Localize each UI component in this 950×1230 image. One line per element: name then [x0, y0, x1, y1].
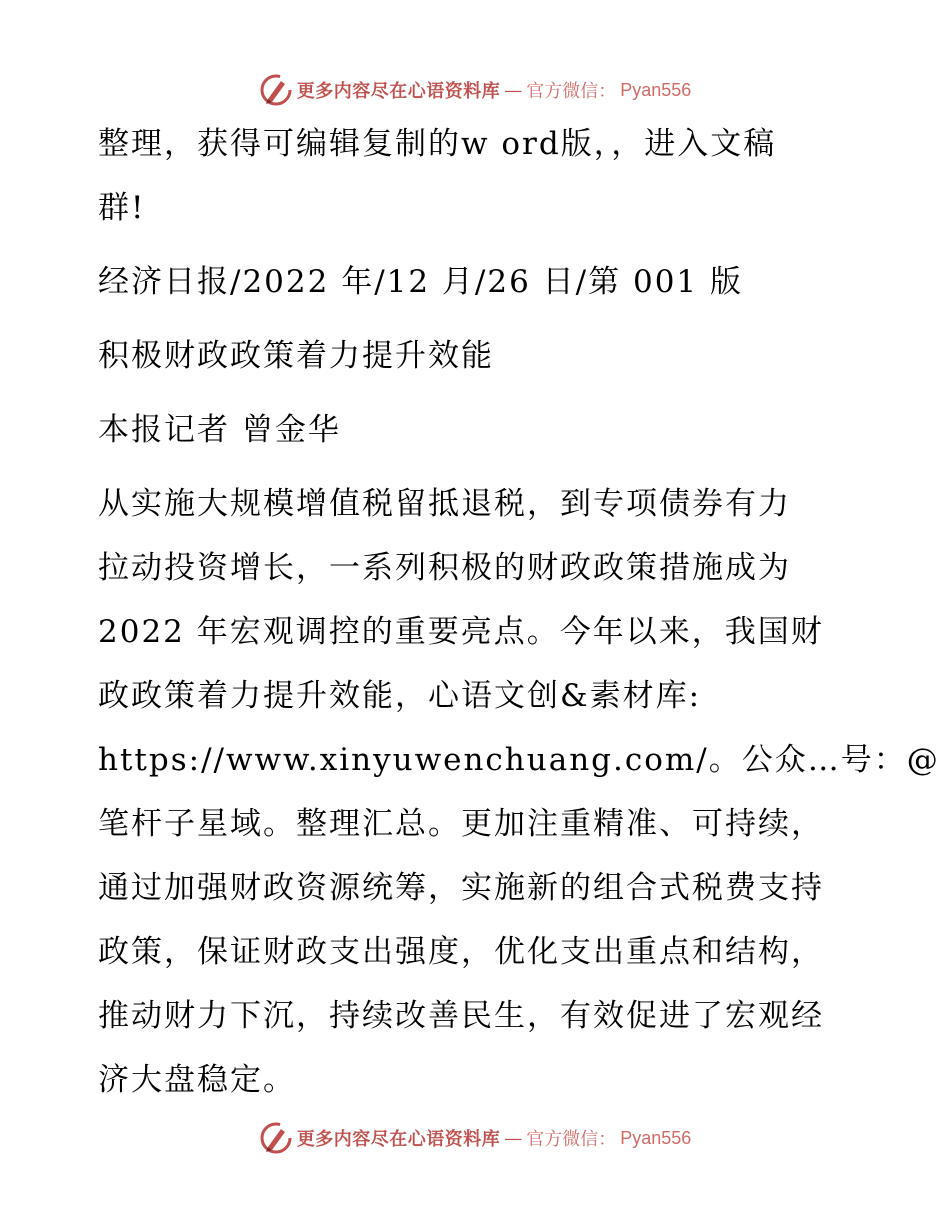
body-line: 通过加强财政资源统筹，实施新的组合式税费支持 — [98, 870, 824, 906]
body-line: 政策，保证财政支出强度，优化支出重点和结构， — [98, 934, 824, 970]
body-line: 济大盘稳定。 — [98, 1062, 296, 1098]
body-line: 笔杆子星域。整理汇总。更加注重精准、可持续， — [98, 806, 824, 842]
header-banner — [259, 73, 692, 107]
body-line: 政政策着力提升效能，心语文创&素材库: — [98, 678, 702, 714]
byline-text: 本报记者 曾金华 — [98, 412, 341, 448]
headline-text: 积极财政政策着力提升效能 — [98, 338, 494, 374]
footer-contact-label: 官方微信： — [526, 1129, 617, 1150]
body-paragraph — [98, 472, 940, 1112]
body-line: 拉动投资增长，一系列积极的财政政策措施成为 — [98, 550, 791, 586]
source-line — [98, 250, 858, 314]
footer-banner-dash: — — [504, 1127, 523, 1149]
intro-line: 整理，获得可编辑复制的w ord版，，进入文稿 — [98, 126, 777, 162]
footer-banner — [259, 1121, 692, 1155]
intro-paragraph — [98, 112, 858, 240]
intro-line: 群! — [98, 190, 146, 226]
body-line: 推动财力下沉，持续改善民生，有效促进了宏观经 — [98, 998, 824, 1034]
document-body — [98, 112, 940, 1122]
page-footer — [0, 1118, 950, 1158]
pen-logo-icon — [259, 73, 293, 107]
headline — [98, 324, 858, 388]
header-contact-label: 官方微信： — [526, 81, 617, 102]
body-line: 从实施大规模增值税留抵退税，到专项债券有力 — [98, 486, 791, 522]
page-header — [0, 70, 950, 110]
body-line: 2022 年宏观调控的重要亮点。今年以来，我国财 — [98, 614, 824, 650]
byline — [98, 398, 858, 462]
pen-logo-icon — [259, 1121, 293, 1155]
source-text: 经济日报/2022 年/12 月/26 日/第 001 版 — [98, 264, 744, 300]
header-contact-id: Pyan556 — [620, 79, 692, 100]
footer-banner-text: 更多内容尽在心语资料库 — [296, 1129, 501, 1150]
header-banner-text: 更多内容尽在心语资料库 — [296, 81, 501, 102]
footer-contact-id: Pyan556 — [620, 1127, 692, 1148]
body-line: https://www.xinyuwenchuang.com/。公众…号：@ — [98, 742, 940, 778]
header-banner-dash: — — [504, 79, 523, 101]
